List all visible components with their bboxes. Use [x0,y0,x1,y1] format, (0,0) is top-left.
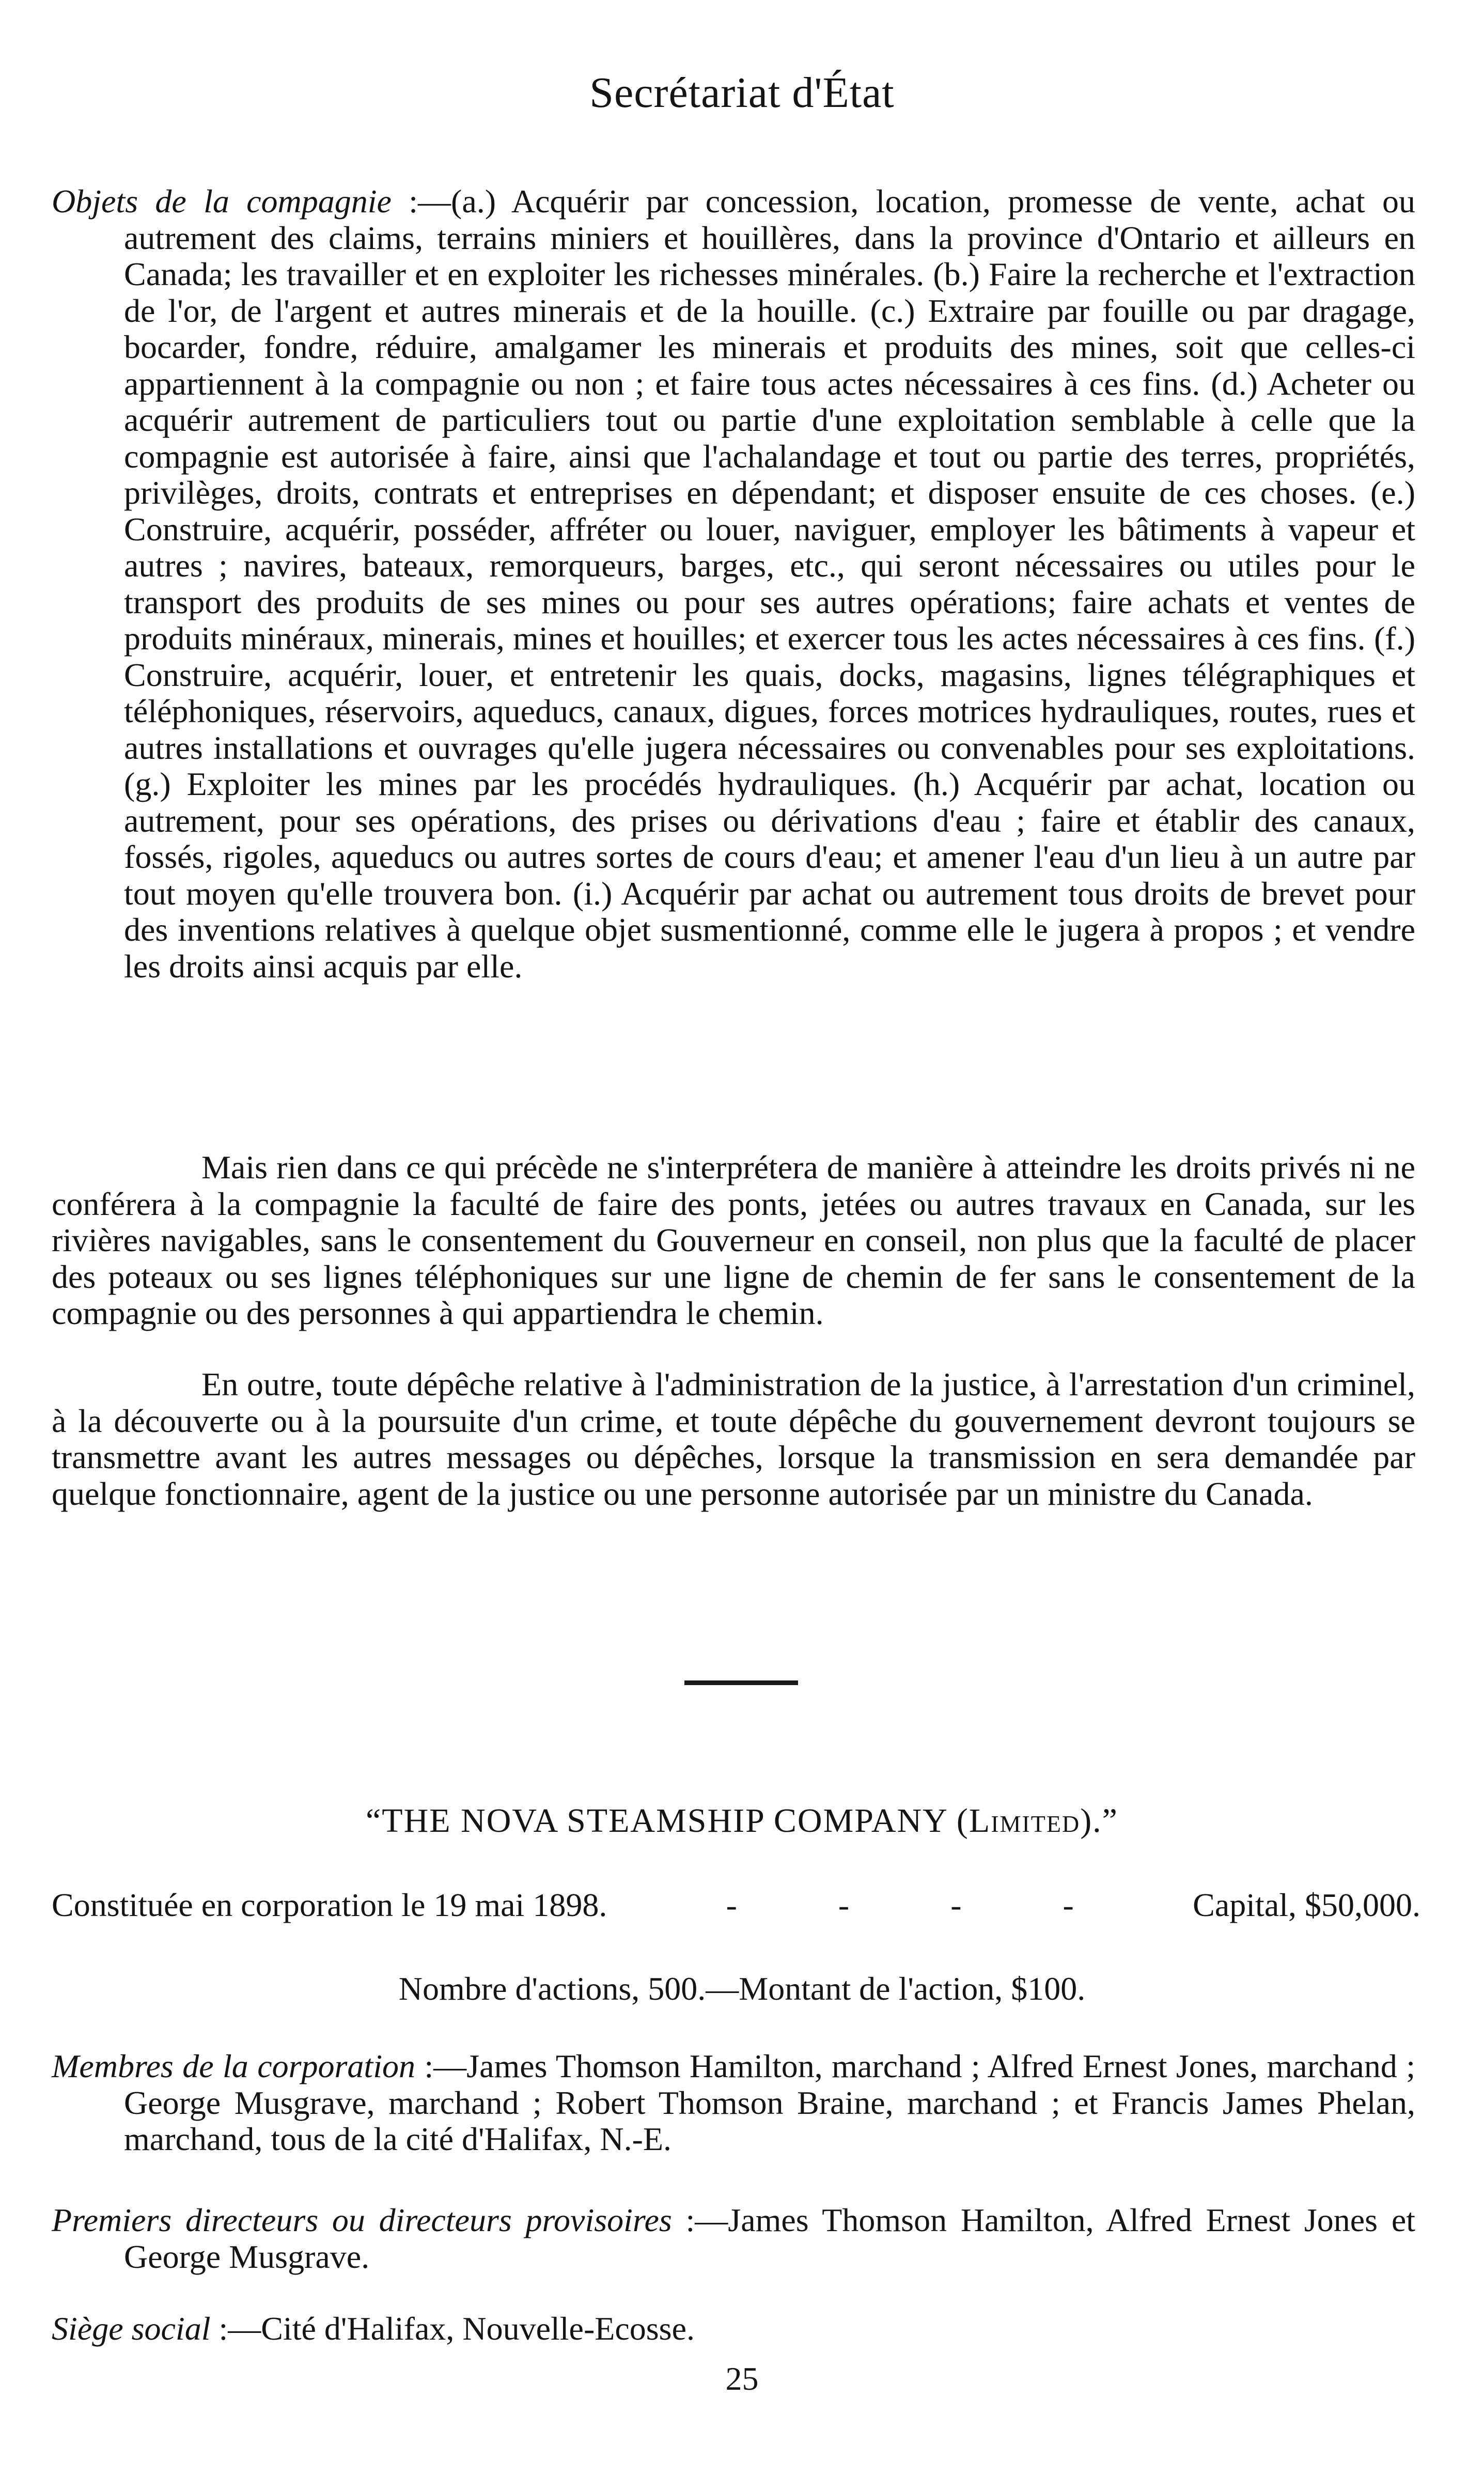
dash-leaders: - - - - [726,1887,1120,1923]
directeurs-section [52,2202,1415,2275]
incorporation-row [52,1885,1420,1926]
membres-section [52,2048,1415,2158]
objets-section [52,183,1415,985]
page-number: 25 [725,2360,759,2397]
siege-paragraph [52,2311,1415,2347]
membres-paragraph [52,2048,1415,2158]
objets-paragraph [52,183,1415,985]
capital-text: Capital, $50,000. [1193,1887,1420,1923]
objets-label: Objets de la compagnie [52,183,392,220]
siege-label: Siège social [52,2310,211,2347]
mais-paragraph: Mais rien dans ce qui précède ne s'interprétera de manière à atteindre les droits privés ni ne conférera à la compagnie la faculté de faire des ponts, jetées ou autres travaux en Canada, sur les rivières navigables, sans le consentement du Gouverneur en conseil, non plus que la faculté de placer des poteaux ou ses lignes téléphoniques sur une ligne de chemin de fer sans le consentement de la compagnie ou des personnes à qui appartiendra le chemin. [52,1149,1415,1331]
directeurs-text: :—James Thomson Hamilton, Alfred Ernest Jones et George Musgrave. [124,2202,1416,2275]
section-divider [684,1680,798,1685]
objets-text: :—(a.) Acquérir par concession, location, promesse de vente, achat ou autrement des claims, terrains miniers et houillères, dans la province d'Ontario et ailleurs en Canada; les travailler et en exploiter les richesses minérales. (b.) Faire la recherche et l'extraction de l'or, de l'argent et autres minerais et de la houille. (c.) Extraire par fouille ou par dragage, bocarder, fondre, réduire, amalgamer les minerais et produits des mines, soit que celles-ci appartiennent à la compagnie ou non ; et faire tous actes nécessaires à ces fins. (d.) Acheter ou acquérir autrement de particuliers tout ou partie d'une exploitation semblable à celle que la compagnie est autorisée à faire, ainsi que l'achalandage et tout ou partie des terres, propriétés, privilèges, droits, contrats et entreprises en dépendant; et disposer ensuite de ces choses. (e.) Construire, acquérir, posséder, affréter ou louer, naviguer, employer les bâtiments à vapeur et autres ; navires, bateaux, remorqueurs, barges, etc., qui seront nécessaires ou utiles pour le transport des produits de ses mines ou pour ses autres opérations; faire achats et ventes de produits minéraux, minerais, mines et houilles; et exercer tous les actes nécessaires à ces fins. (f.) Construire, acquérir, louer, et entretenir les quais, docks, magasins, lignes télégraphiques et téléphoniques, réservoirs, aqueducs, canaux, digues, forces motrices hydrauliques, routes, rues et autres installations et ouvrages qu'elle jugera nécessaires ou convenables pour ses exploitations. (g.) Exploiter les mines par les procédés hydrauliques. (h.) Acquérir par achat, location ou autrement, pour ses opérations, des prises ou dérivations d'eau ; faire et établir des canaux, fossés, rigoles, aqueducs ou autres sortes de cours d'eau; et amener l'eau d'un lieu à un autre par tout moyen qu'elle trouvera bon. (i.) Acquérir par achat ou autrement tous droits de brevet pour des inventions relatives à quelque objet susmentionné, comme elle le jugera à propos ; et vendre les droits ainsi acquis par elle. [124,183,1416,985]
directeurs-label: Premiers directeurs ou directeurs provisoires [52,2202,672,2238]
membres-label: Membres de la corporation [52,2048,415,2084]
mais-section [52,1149,1415,1332]
siege-text: :—Cité d'Halifax, Nouvelle-Ecosse. [210,2310,695,2347]
outre-section [52,1366,1415,1512]
company-title-main: “THE NOVA STEAMSHIP COMPANY ( [366,1802,969,1840]
actions-line: Nombre d'actions, 500.—Montant de l'action, $100. [398,1970,1086,2007]
company-title-limited: Limited [968,1802,1081,1840]
directeurs-paragraph [52,2202,1415,2275]
company-title-end: ).” [1080,1802,1118,1840]
page-header: Secrétariat d'État [589,69,895,117]
outre-paragraph: En outre, toute dépêche relative à l'administration de la justice, à l'arrestation d'un criminel, à la découverte ou à la poursuite d'un crime, et toute dépêche du gouvernement devront toujours se transmettre avant les autres messages ou dépêches, lorsque la transmission en sera demandée par quelque fonctionnaire, agent de la justice ou une personne autorisée par un ministre du Canada. [52,1366,1415,1512]
constituee-text: Constituée en corporation le 19 mai 1898. [52,1887,607,1923]
siege-section [52,2311,1415,2347]
membres-text: :—James Thomson Hamilton, marchand ; Alfred Ernest Jones, marchand ; George Musgrave, marchand ; Robert Thomson Braine, marchand ; et Francis James Phelan, marchand, tous de la cité d'Halifax, N.-E. [124,2048,1415,2157]
company-title [0,1800,1484,1842]
